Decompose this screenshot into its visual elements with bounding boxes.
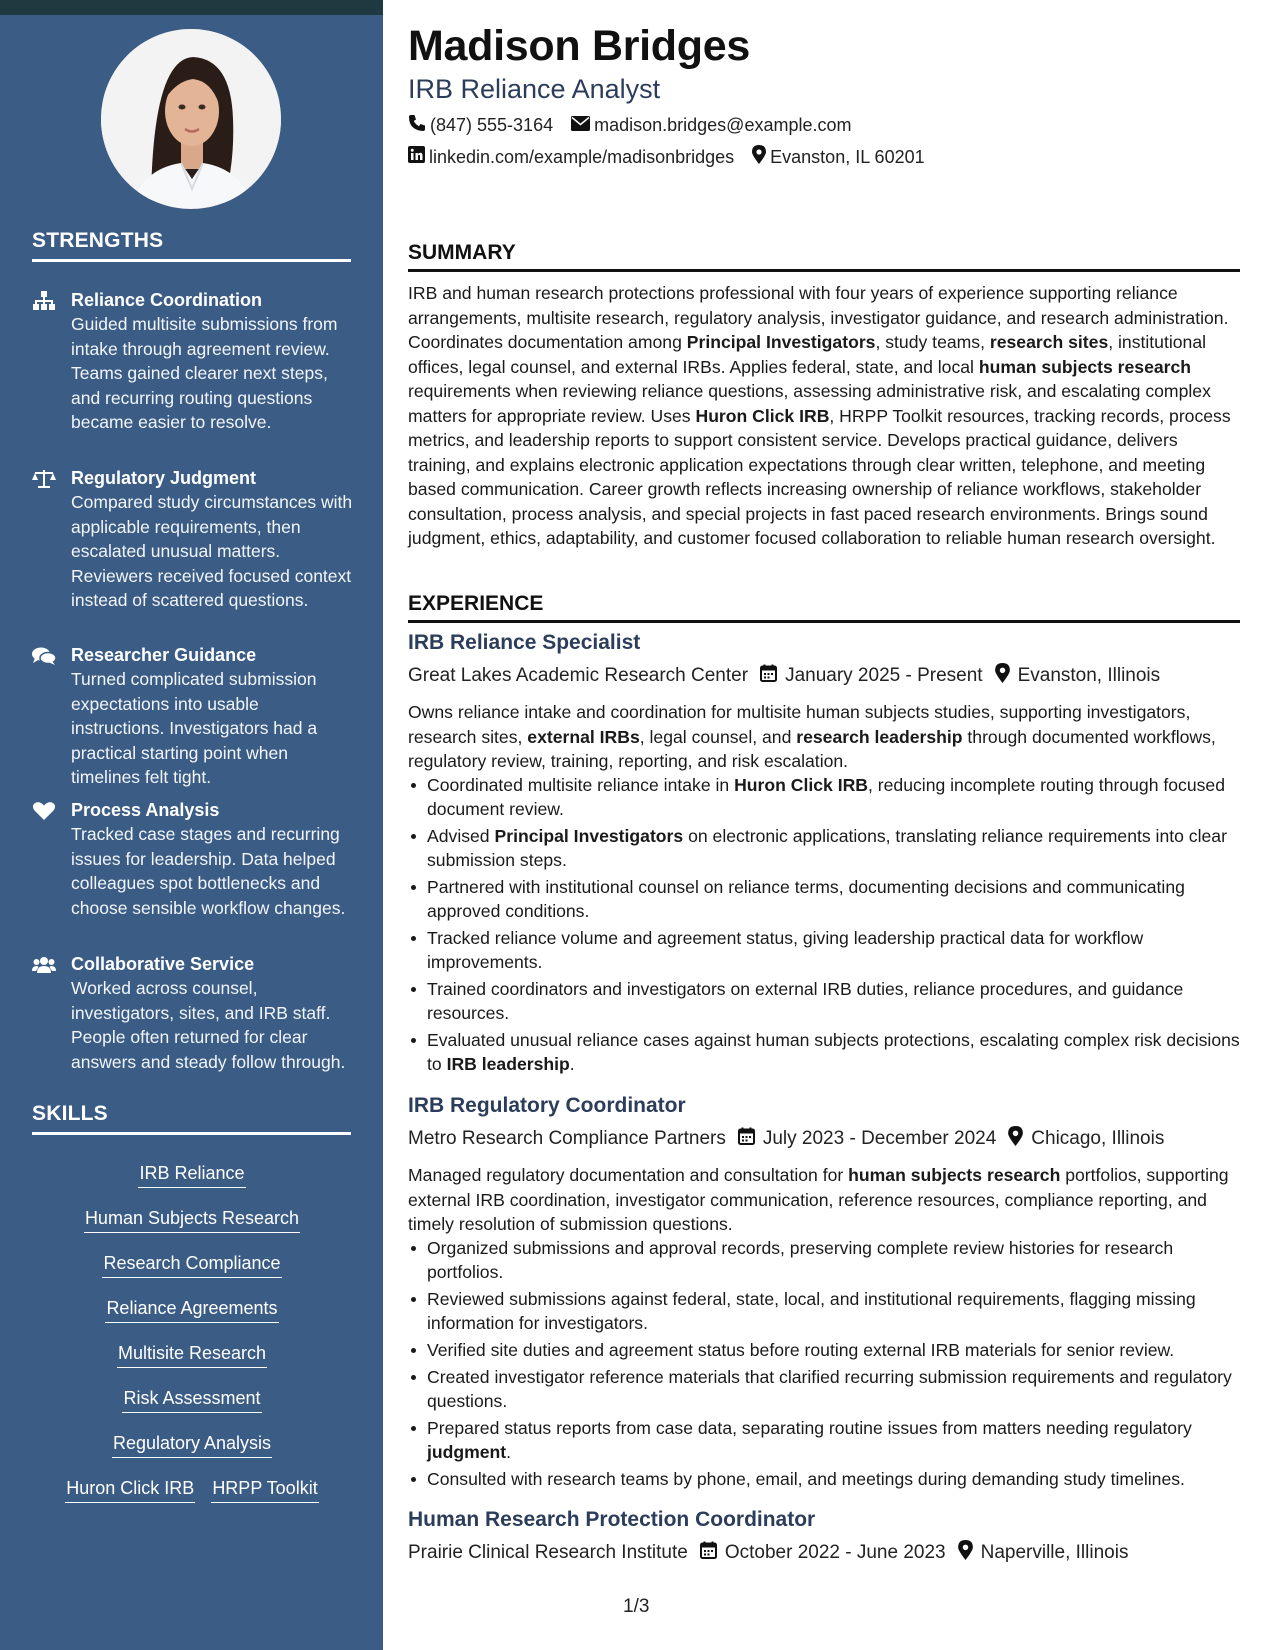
- job-meta: [408, 1540, 1128, 1566]
- skill-label: Multisite Research: [117, 1340, 267, 1368]
- text-run: Evaluated unusual reliance cases against human subjects protections, escalating complex risk decisions to: [427, 1030, 1240, 1074]
- bullet-item: [408, 926, 1240, 974]
- job-title: IRB Regulatory Coordinator: [408, 1094, 686, 1117]
- job-location: [1008, 1126, 1164, 1152]
- text-run: Tracked reliance volume and agreement status, giving leadership practical data for workflow improvements.: [427, 928, 1144, 972]
- experience-heading: EXPERIENCE: [408, 592, 1240, 623]
- linkedin-text: linkedin.com/example/madisonbridges: [429, 146, 735, 167]
- bullet-item: [408, 1028, 1240, 1076]
- strength-title: Process Analysis: [71, 800, 220, 820]
- map-marker-icon: [752, 145, 770, 169]
- linkedin-icon: [408, 146, 429, 168]
- bullet-item: [408, 1416, 1240, 1464]
- company-name: Prairie Clinical Research Institute: [408, 1542, 688, 1563]
- strength-title: Collaborative Service: [71, 954, 255, 974]
- skill-item: [32, 1430, 352, 1458]
- text-run: Partnered with institutional counsel on reliance terms, documenting decisions and communicating approved conditions.: [427, 877, 1185, 921]
- strength-title: Researcher Guidance: [71, 645, 257, 665]
- map-marker-icon: [958, 1540, 981, 1566]
- location-text: Naperville, Illinois: [980, 1542, 1129, 1563]
- skill-item: [32, 1340, 352, 1368]
- strength-title: Regulatory Judgment: [71, 468, 257, 488]
- map-marker-icon: [995, 663, 1018, 689]
- dates-text: January 2025 - Present: [785, 665, 983, 686]
- text-run: Coordinated multisite reliance intake in: [427, 775, 735, 795]
- skill-label: Regulatory Analysis: [112, 1430, 272, 1458]
- text-run: , HRPP Toolkit resources, tracking records, process metrics, and leadership reports to support consistent service. Develops practical guidance, delivers training, and explains electronic application expectations through clear written, telephone, and meeting based communication. Career growth reflects increasing ownership of reliance workflows, stakeholder consultation, process analysis, and special projects in fast paced research environments. Brings sound judgment, ethics, adaptability, and customer focused collaboration to reliable human research oversight.: [408, 405, 1231, 548]
- skill-item: [32, 1205, 352, 1233]
- top-accent-bar: [0, 0, 383, 15]
- job-title: IRB Reliance Specialist: [408, 631, 641, 654]
- text-run: Verified site duties and agreement status before routing external IRB materials for senior review.: [427, 1340, 1175, 1360]
- job-summary: [408, 1163, 1240, 1237]
- text-run: Created investigator reference materials that clarified recurring submission requirements and regulatory questions.: [427, 1367, 1232, 1411]
- skill-item: [32, 1385, 352, 1413]
- comments-icon: [32, 646, 56, 666]
- linkedin-contact[interactable]: [408, 146, 734, 168]
- bullet-item: [408, 1287, 1240, 1335]
- bold-text: human subjects research: [978, 356, 1192, 377]
- job-summary: [408, 700, 1240, 774]
- bullet-item: [408, 1338, 1240, 1362]
- phone-icon: [408, 114, 430, 137]
- text-run: , institutional offices, legal counsel, and external IRBs. Applies federal, state, and local: [408, 332, 1207, 377]
- skill-item: [32, 1295, 352, 1323]
- map-marker-icon: [1008, 1126, 1031, 1152]
- job-meta: [408, 663, 1160, 689]
- bold-text: Principal Investigators: [494, 826, 684, 846]
- dates-text: October 2022 - June 2023: [724, 1542, 946, 1563]
- text-run: through documented workflows, regulatory review, training, reporting, and risk escalation.: [408, 726, 1216, 771]
- dates-text: July 2023 - December 2024: [762, 1128, 997, 1149]
- skill-label: Reliance Agreements: [105, 1295, 278, 1323]
- bullet-item: [408, 1467, 1240, 1491]
- text-run: Trained coordinators and investigators on external IRB duties, reliance procedures, and guidance resources.: [427, 979, 1184, 1023]
- company-name: Great Lakes Academic Research Center: [408, 665, 749, 686]
- page-number: 1/3: [623, 1596, 650, 1617]
- calendar-icon: [738, 1127, 763, 1151]
- strength-description: Compared study circumstances with applicable requirements, then escalated unusual matters. Reviewers received focused context instead of scattered questions.: [71, 492, 353, 610]
- text-run: , study teams,: [875, 332, 990, 352]
- strength-title: Reliance Coordination: [71, 290, 263, 310]
- text-run: IRB and human research protections professional with four years of experience supporting reliance arrangements, multisite research, regulatory analysis, investigator guidance, and research administration. Coordinates documentation among: [408, 283, 1229, 352]
- email-text: madison.bridges@example.com: [594, 115, 852, 135]
- skill-item: [32, 1160, 352, 1188]
- skill-item: [32, 1250, 352, 1278]
- bullet-item: [408, 773, 1240, 821]
- bold-text: IRB leadership: [446, 1054, 570, 1074]
- email-contact[interactable]: [571, 115, 851, 136]
- bold-text: judgment: [427, 1442, 507, 1462]
- skill-label: HRPP Toolkit: [211, 1475, 318, 1503]
- company-name: Metro Research Compliance Partners: [408, 1128, 726, 1149]
- job-bullets: [408, 1236, 1240, 1494]
- text-run: .: [506, 1442, 512, 1462]
- text-run: Managed regulatory documentation and consultation for: [408, 1165, 849, 1185]
- text-run: portfolios, supporting external IRB coordination, investigator communication, reference resources, compliance reporting, and timely resolution of submission questions.: [408, 1165, 1229, 1234]
- text-run: Reviewed submissions against federal, state, local, and institutional requirements, flagging missing information for investigators.: [427, 1289, 1196, 1333]
- text-run: Organized submissions and approval records, preserving complete review histories for research portfolios.: [427, 1238, 1174, 1282]
- skill-label: Huron Click IRB: [65, 1475, 195, 1503]
- text-run: Prepared status reports from case data, separating routine issues from matters needing regulatory: [427, 1418, 1192, 1438]
- text-run: Owns reliance intake and coordination for multisite human subjects studies, supporting investigators, research sites,: [408, 702, 1191, 747]
- bullet-item: [408, 1365, 1240, 1413]
- location-text: Evanston, Illinois: [1017, 665, 1161, 686]
- bold-text: research leadership: [796, 726, 963, 747]
- users-icon: [32, 955, 56, 975]
- bold-text: research sites: [989, 332, 1109, 352]
- job-bullets: [408, 773, 1240, 1079]
- job-dates: [700, 1541, 946, 1565]
- job-dates: [760, 664, 983, 688]
- main-content: [408, 0, 1240, 1650]
- bold-text: Principal Investigators: [686, 332, 876, 352]
- sidebar: [0, 15, 383, 1650]
- text-run: requirements when reviewing reliance questions, assessing administrative risk, and escalating complex matters for appropriate review. Uses: [408, 381, 1211, 426]
- job-dates: [738, 1127, 996, 1151]
- bold-text: human subjects research: [848, 1165, 1061, 1185]
- location-contact: [752, 145, 924, 169]
- sitemap-icon: [32, 291, 56, 311]
- contact-row: [408, 145, 943, 169]
- contact-row: [408, 114, 869, 137]
- phone-contact[interactable]: [408, 114, 553, 137]
- calendar-icon: [700, 1541, 725, 1565]
- strength-description: Worked across counsel, investigators, sites, and IRB staff. People often returned for clear answers and steady follow through.: [71, 978, 346, 1072]
- profile-photo: [101, 29, 281, 209]
- bold-text: Huron Click IRB: [734, 775, 868, 795]
- skill-label: Human Subjects Research: [84, 1205, 300, 1233]
- candidate-name: Madison Bridges: [408, 22, 750, 70]
- bullet-item: [408, 1236, 1240, 1284]
- text-run: on electronic applications, translating reliance requirements into clear submission steps.: [427, 826, 1227, 870]
- bold-text: external IRBs: [527, 726, 640, 747]
- job-location: [958, 1540, 1129, 1566]
- job-location: [995, 663, 1161, 689]
- text-run: , reducing incomplete routing through focused document review.: [427, 775, 1225, 819]
- location-text: Chicago, Illinois: [1031, 1128, 1165, 1149]
- calendar-icon: [760, 664, 785, 688]
- skill-label: IRB Reliance: [138, 1160, 245, 1188]
- bullet-item: [408, 977, 1240, 1025]
- skill-item: [32, 1475, 352, 1503]
- bullet-item: [408, 824, 1240, 872]
- text-run: , legal counsel, and: [639, 726, 797, 747]
- job-meta: [408, 1126, 1164, 1152]
- strength-description: Tracked case stages and recurring issues for leadership. Data helped colleagues spot bottlenecks and choose sensible workflow changes.: [71, 824, 346, 918]
- skills-heading: SKILLS: [32, 1102, 351, 1135]
- bullet-item: [408, 875, 1240, 923]
- strengths-heading: STRENGTHS: [32, 229, 351, 262]
- skill-label: Research Compliance: [102, 1250, 281, 1278]
- text-run: Advised: [427, 826, 495, 846]
- phone-text: (847) 555-3164: [430, 115, 554, 135]
- job-headline: IRB Reliance Analyst: [408, 74, 661, 104]
- text-run: Consulted with research teams by phone, email, and meetings during demanding study timelines.: [427, 1469, 1185, 1489]
- envelope-icon: [571, 115, 594, 136]
- strength-description: Turned complicated submission expectations into usable instructions. Investigators had a practical starting point when timelines felt tight.: [71, 669, 318, 787]
- location-text: Evanston, IL 60201: [770, 146, 925, 167]
- balance-scale-icon: [32, 469, 56, 489]
- heart-icon: [32, 801, 56, 821]
- text-run: .: [569, 1054, 575, 1074]
- job-title: Human Research Protection Coordinator: [408, 1508, 816, 1531]
- summary-heading: SUMMARY: [408, 241, 1240, 272]
- summary-paragraph: [408, 281, 1240, 551]
- bold-text: Huron Click IRB: [695, 405, 830, 426]
- skill-label: Risk Assessment: [122, 1385, 261, 1413]
- strength-description: Guided multisite submissions from intake through agreement review. Teams gained clearer next steps, and recurring routing questions became easier to resolve.: [71, 314, 338, 432]
